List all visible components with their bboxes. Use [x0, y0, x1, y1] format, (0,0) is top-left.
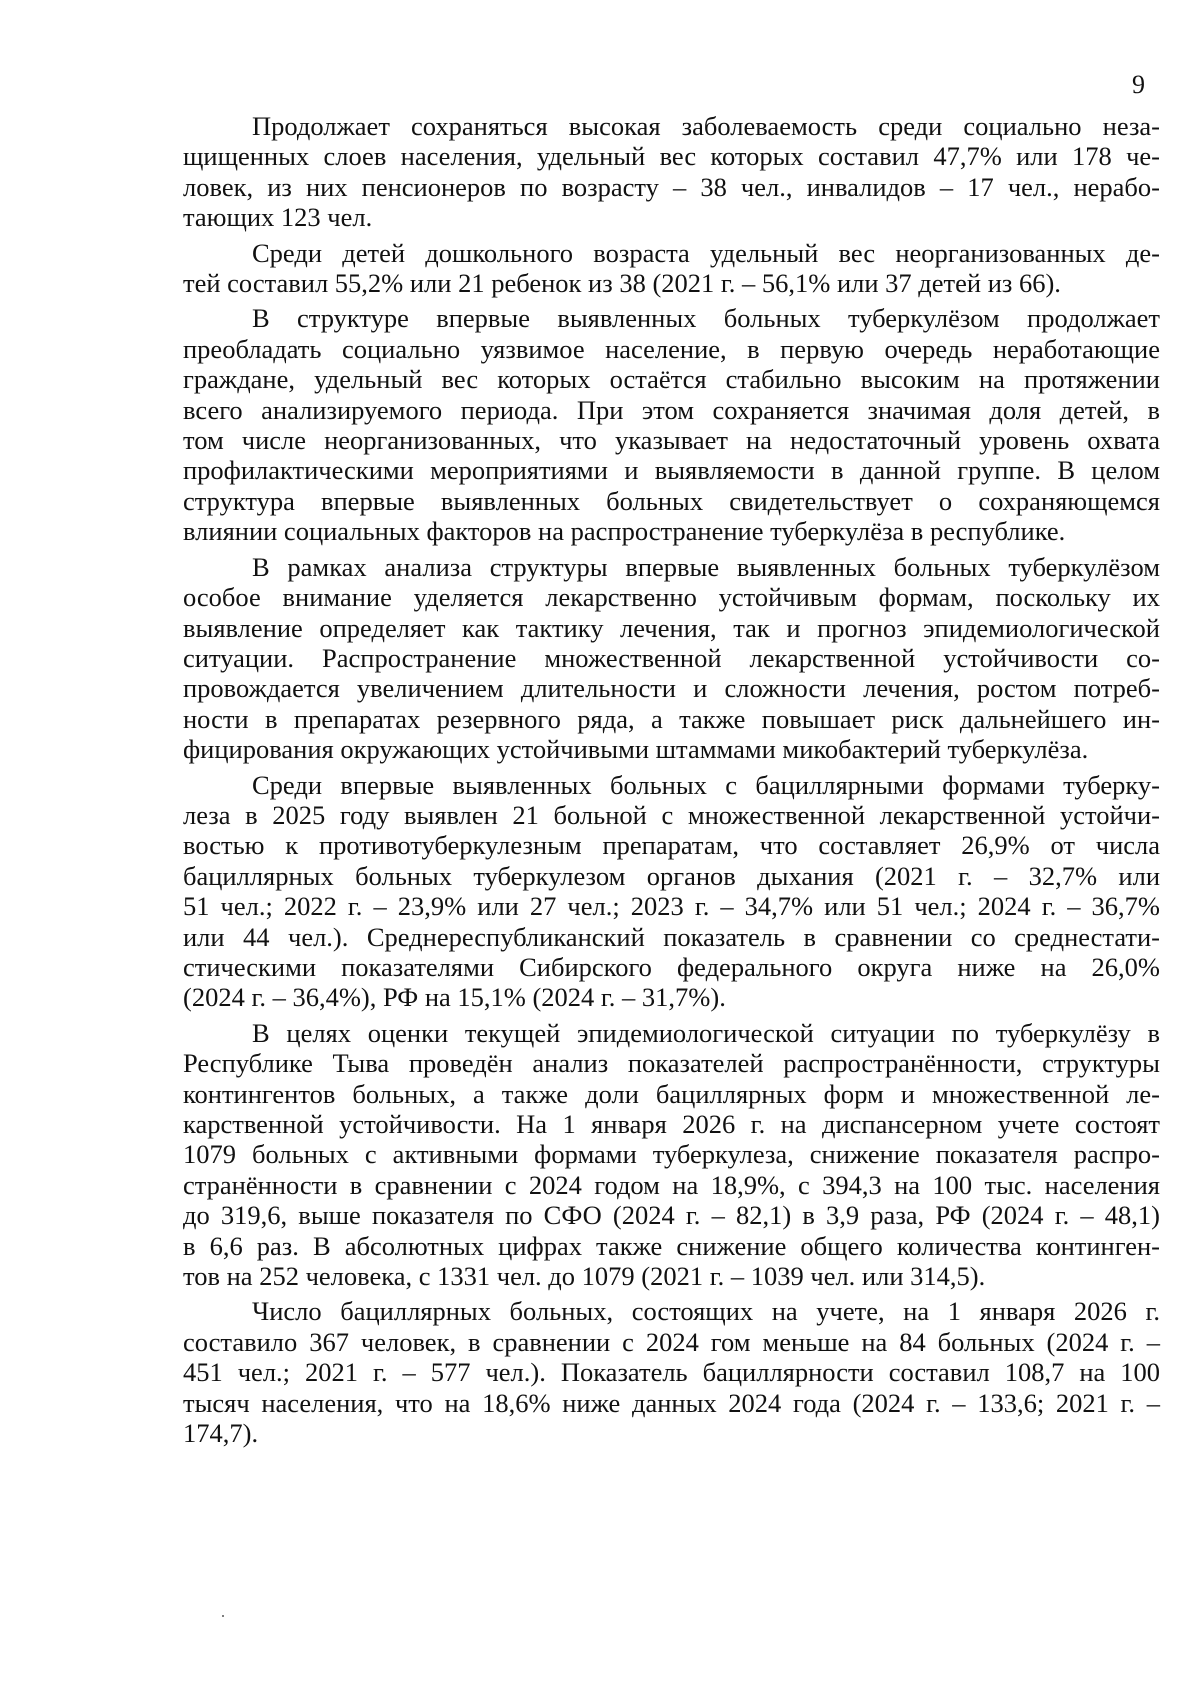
text-line: востью к противотуберкулезным препаратам, что составляет 26,9% от числа [183, 830, 1160, 861]
text-line: Продолжает сохраняться высокая заболеваемость среди социально неза- [252, 111, 1160, 141]
document-body [183, 111, 1160, 1453]
text-line: В целях оценки текущей эпидемиологической ситуации по туберкулёзу в [252, 1017, 1160, 1048]
page-number: 9 [1132, 70, 1145, 99]
text-line: щищенных слоев населения, удельный вес которых составил 47,7% или 178 че- [183, 141, 1160, 172]
paragraph-preschool-children [183, 238, 1160, 299]
text-line: Республике Тыва проведён анализ показателей распространённости, структуры [183, 1048, 1160, 1079]
text-line: профилактическими мероприятиями и выявляемости в данной группе. В целом [183, 455, 1160, 486]
text-line: тей составил 55,2% или 21 ребенок из 38 (2021 г. – 56,1% или 37 детей из 66). [183, 268, 1061, 299]
text-line: ловек, из них пенсионеров по возрасту – 38 чел., инвалидов – 17 чел., нерабо- [183, 171, 1160, 202]
text-line: (2024 г. – 36,4%), РФ на 15,1% (2024 г. – 31,7%). [183, 982, 726, 1013]
text-line: контингентов больных, а также доли бациллярных форм и множественной ле- [183, 1078, 1160, 1109]
paragraph-mdr-statistics [183, 770, 1160, 1013]
text-line: 51 чел.; 2022 г. – 23,9% или 27 чел.; 2023 г. – 34,7% или 51 чел.; 2024 г. – 36,7% [183, 891, 1160, 922]
text-line: странённости в сравнении с 2024 годом на 18,9%, с 394,3 на 100 тыс. населения [183, 1169, 1160, 1200]
text-line: стическими показателями Сибирского федерального округа ниже на 26,0% [183, 951, 1160, 982]
text-line: в 6,6 раз. В абсолютных цифрах также снижение общего количества континген- [183, 1230, 1160, 1261]
text-line: ситуации. Распространение множественной лекарственной устойчивости со- [183, 642, 1160, 673]
text-line: ности в препаратах резервного ряда, а также повышает риск дальнейшего ин- [183, 703, 1160, 734]
paragraph-social-groups [183, 111, 1160, 233]
text-line: особое внимание уделяется лекарственно устойчивым формам, поскольку их [183, 582, 1160, 613]
text-line: карственной устойчивости. На 1 января 2026 г. на диспансерном учете состоят [183, 1109, 1160, 1139]
text-line: преобладать социально уязвимое население, в первую очередь неработающие [183, 333, 1160, 364]
text-line: бациллярных больных туберкулезом органов дыхания (2021 г. – 32,7% или [183, 860, 1160, 891]
text-line: до 319,6, выше показателя по СФО (2024 г. – 82,1) в 3,9 раза, РФ (2024 г. – 48,1) [183, 1200, 1160, 1231]
text-line: Число бациллярных больных, состоящих на учете, на 1 января 2026 г. [252, 1296, 1160, 1327]
text-line: фицирования окружающих устойчивыми штаммами микобактерий туберкулёза. [183, 734, 1089, 765]
text-line: тающих 123 чел. [183, 202, 373, 233]
text-line: граждане, удельный вес которых остаётся стабильно высоким на протяжении [183, 364, 1160, 395]
text-line: В рамках анализа структуры впервые выявленных больных туберкулёзом [252, 551, 1160, 582]
paragraph-drug-resistance [183, 552, 1160, 765]
text-line: 451 чел.; 2021 г. – 577 чел.). Показатель бациллярности составил 108,7 на 100 [183, 1357, 1160, 1388]
scan-speck [222, 1615, 224, 1617]
paragraph-prevalence [183, 1018, 1160, 1292]
text-line: В структуре впервые выявленных больных туберкулёзом продолжает [252, 303, 1160, 334]
text-line: всего анализируемого периода. При этом сохраняется значимая доля детей, в [183, 394, 1160, 425]
text-line: структура впервые выявленных больных свидетельствует о сохраняющемся [183, 485, 1160, 516]
text-line: или 44 чел.). Среднереспубликанский показатель в сравнении со среднестати- [183, 921, 1160, 952]
text-line: Среди детей дошкольного возраста удельный вес неорганизованных де- [252, 237, 1160, 268]
text-line: влиянии социальных факторов на распространение туберкулёза в республике. [183, 516, 1066, 547]
text-line: 1079 больных с активными формами туберкулеза, снижение показателя распро- [183, 1139, 1160, 1170]
paragraph-structure [183, 303, 1160, 546]
text-line: леза в 2025 году выявлен 21 больной с множественной лекарственной устойчи- [183, 799, 1160, 830]
text-line: выявление определяет как тактику лечения, так и прогноз эпидемиологической [183, 612, 1160, 643]
text-line: тысяч населения, что на 18,6% ниже данных 2024 года (2024 г. – 133,6; 2021 г. – [183, 1387, 1160, 1418]
text-line: составило 367 человек, в сравнении с 2024 гом меньше на 84 больных (2024 г. – [183, 1326, 1160, 1357]
text-line: провождается увеличением длительности и сложности лечения, ростом потреб- [183, 673, 1160, 704]
text-line: тов на 252 человека, с 1331 чел. до 1079 (2021 г. – 1039 чел. или 314,5). [183, 1261, 986, 1292]
paragraph-bacillary-patients [183, 1296, 1160, 1448]
text-line: том числе неорганизованных, что указывает на недостаточный уровень охвата [183, 425, 1160, 456]
text-line: Среди впервые выявленных больных с бациллярными формами туберку- [252, 769, 1160, 800]
text-line: 174,7). [183, 1418, 259, 1449]
